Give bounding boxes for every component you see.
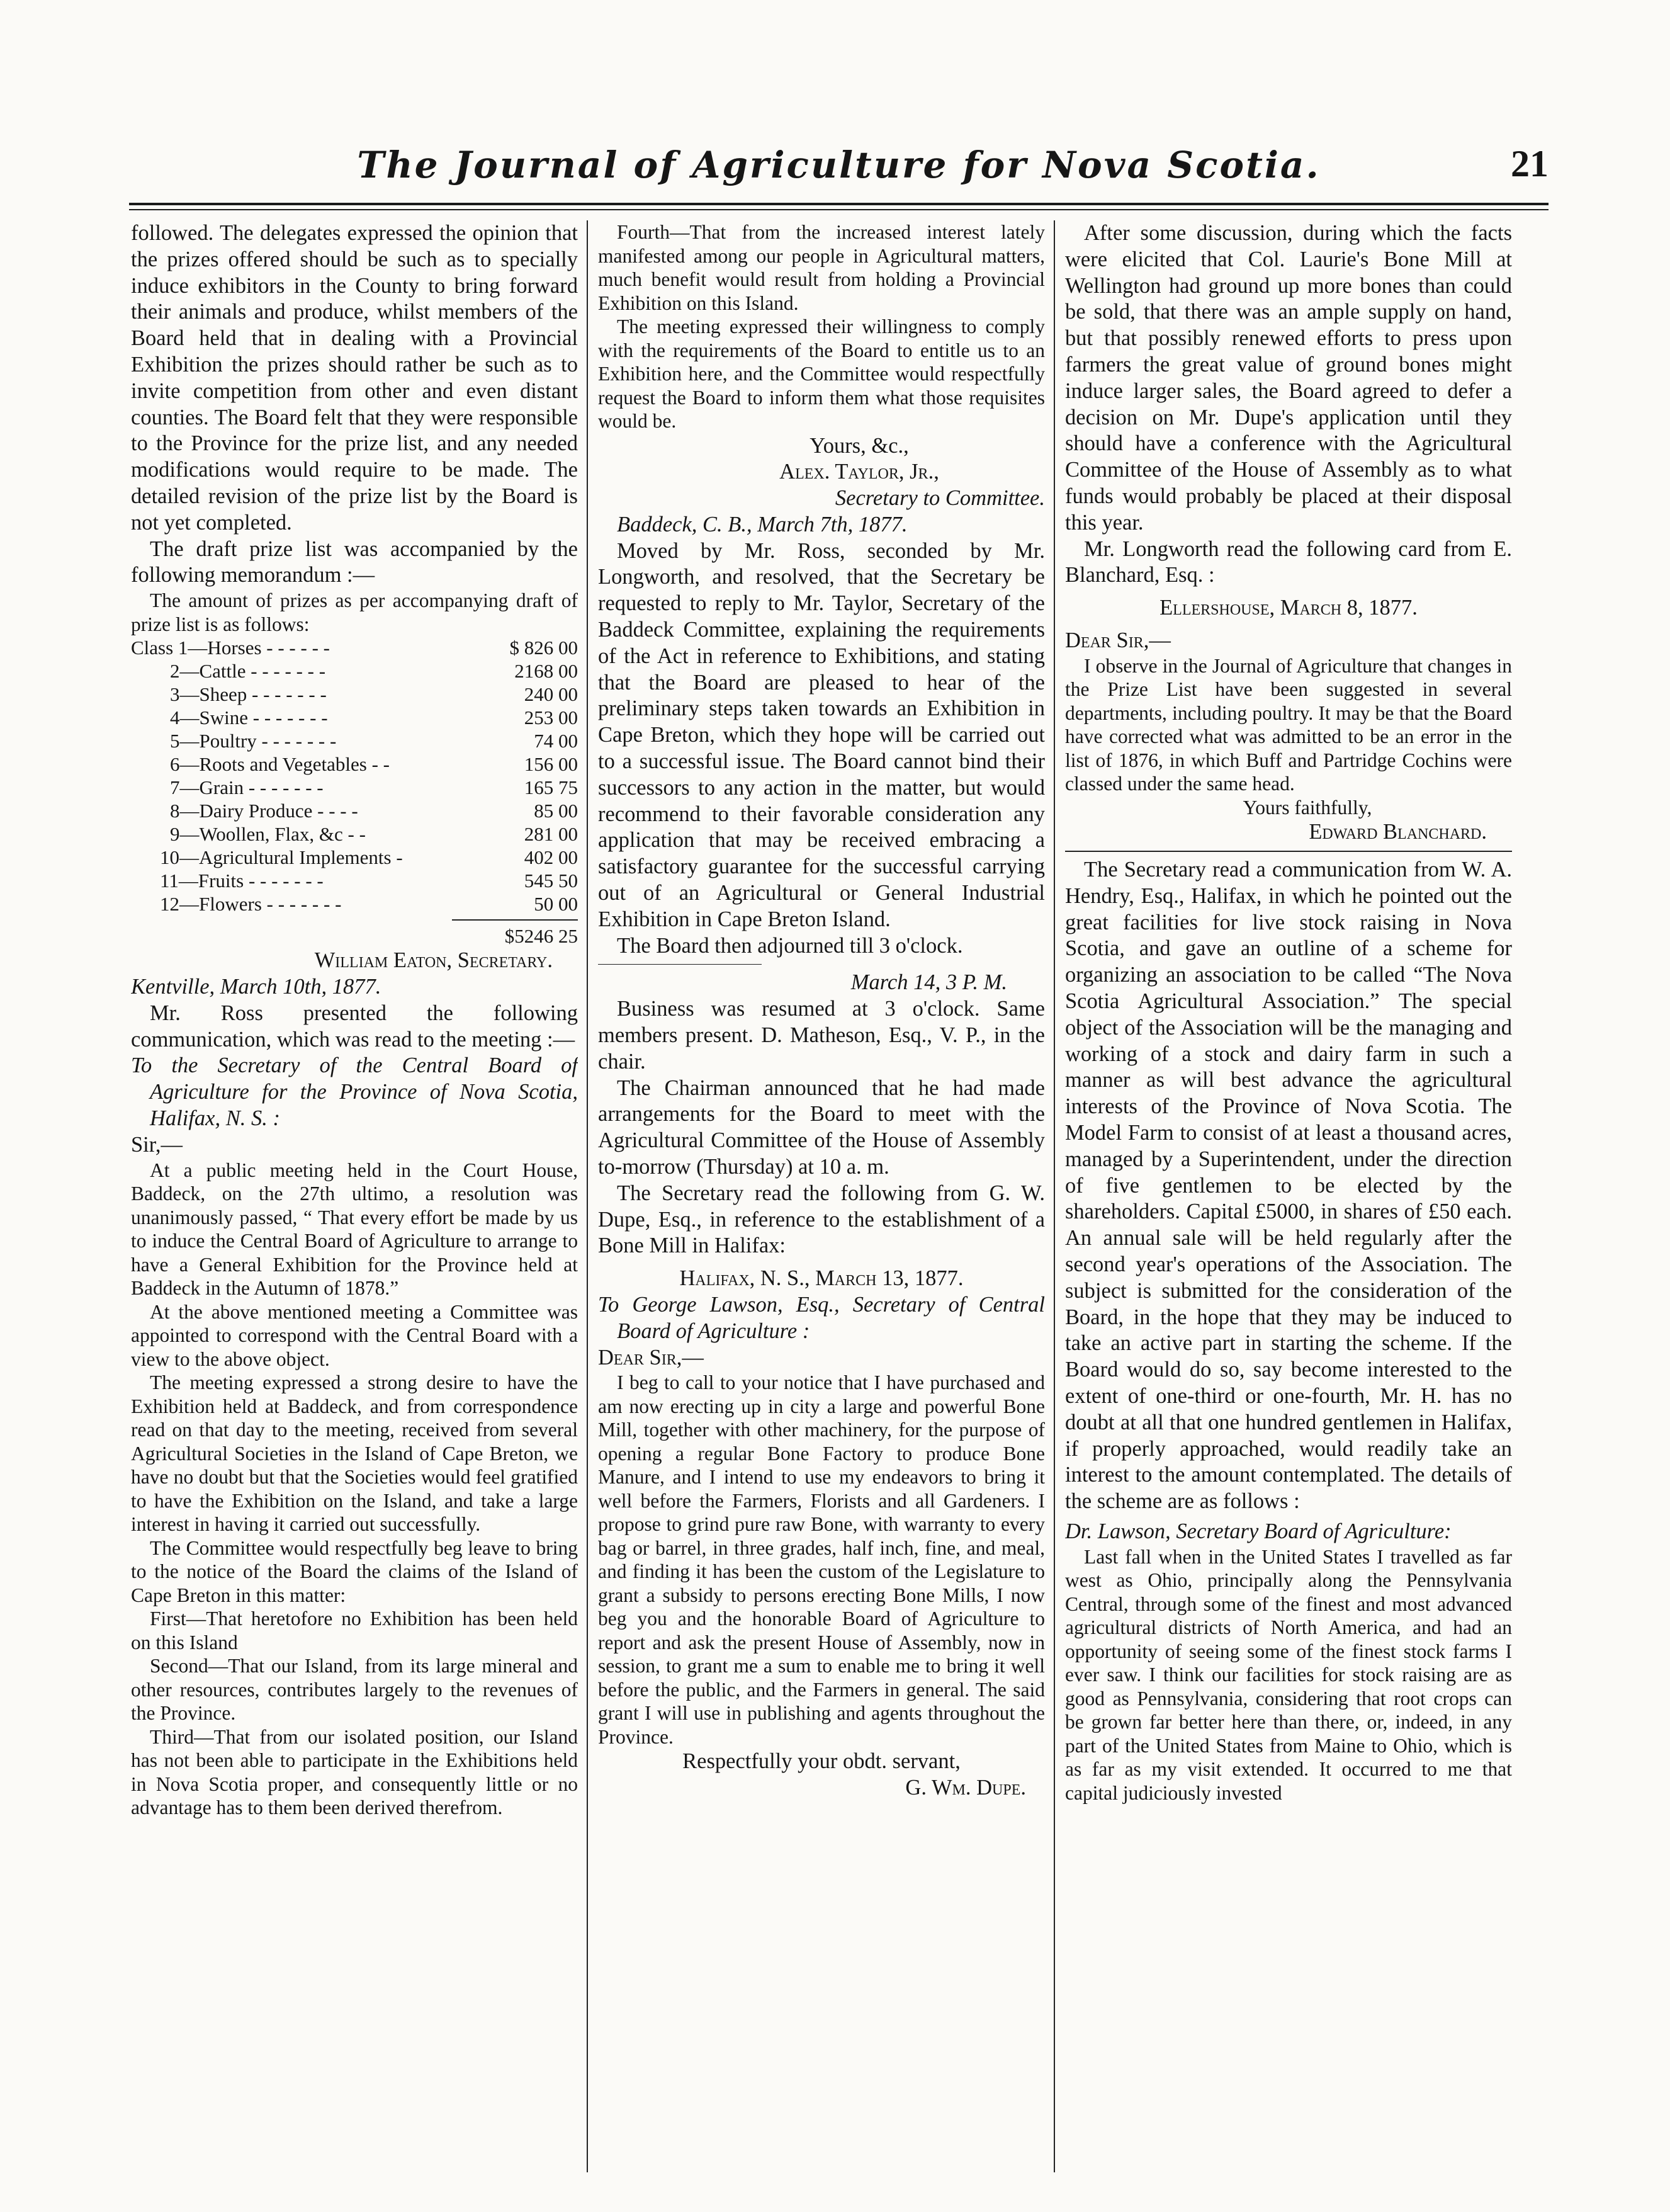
paragraph: At the above mentioned meeting a Committee was appointed to correspond with the Central Board with a view to the above object.: [131, 1300, 578, 1370]
prize-row: 2—Cattle - - - - - - - 2168 00: [170, 660, 578, 683]
paragraph: First—That heretofore no Exhibition has been held on this Island: [131, 1608, 578, 1653]
signature: Alex. Taylor, Jr.,: [779, 460, 939, 484]
paragraph: Moved by Mr. Ross, seconded by Mr. Longworth, and resolved, that the Secretary be requested to reply to Mr. Taylor, Secretary of the Baddeck Committee, explaining the requirements of the Act in reference to Exhibitions, and stating that the Board are pleased to hear of the preliminary steps taken towards an Exhibition in Cape Breton, which they hope will be carried out to a successful issue. The Board cannot bind their successors to any action in the matter, but would recommend to their favorable consideration any application that may be received embracing a satisfactory guarantee for the successful carrying out of an Agricultural or General Industrial Exhibition in Cape Breton Island.: [598, 538, 1045, 931]
letter-address: To the Secretary of the Central Board of Agriculture for the Province of Nova Scotia, Halifax, N. S. :: [131, 1053, 578, 1130]
separator: [598, 964, 762, 965]
total-rule: [452, 919, 578, 921]
paragraph: I observe in the Journal of Agriculture that changes in the Prize List have been suggested in several departments, including poultry. It may be that the Board have corrected what was admitted to be an error in the list of 1876, in which Buff and Partridge Cochins were classed under the same head.: [1065, 654, 1512, 795]
paragraph: I beg to call to your notice that I have purchased and am now erecting up in city a large and powerful Bone Mill, together with other machinery, for the purpose of opening a regular Bone Factory to produce Bone Manure, and I intend to use my endeavors to bring it well before the Farmers, Florists and all Gardeners. I propose to grind pure raw Bone, with warranty to every bag or barrel, in three grades, half inch, fine, and meal, and finding it has been the custom of the Legislature to grant a subsidy to persons erecting Bone Mills, I now beg you and the honorable Board of Agriculture to report and ask the present House of Assembly, now in session, to grant me a sum to enable me to bring it well before the public, and the Farmers in general. The said grant I will use in publishing and agents throughout the Province.: [598, 1371, 1045, 1748]
prize-total: $5246 25: [504, 925, 578, 948]
paragraph: Second—That our Island, from its large mineral and other resources, contributes largely to the revenues of the Province.: [131, 1655, 578, 1725]
letter-address: To George Lawson, Esq., Secretary of Central Board of Agriculture :: [598, 1293, 1045, 1343]
paragraph: Fourth—That from the increased interest lately manifested among our people in Agricultural matters, much benefit would result from holding a Provincial Exhibition on this Island.: [598, 221, 1045, 314]
letter-address: Dr. Lawson, Secretary Board of Agriculture:: [1065, 1519, 1452, 1543]
salutation: Sir,—: [131, 1132, 183, 1157]
prize-row: 6—Roots and Vegetables - - 156 00: [170, 753, 578, 776]
paragraph: After some discussion, during which the facts were elicited that Col. Laurie's Bone Mill at Wellington had ground up more bones than could be sold, that there was an ample supply on hand, but that possibly renewed efforts to press upon farmers the great value of ground bones might induce larger sales, the Board agreed to defer a decision on Mr. Dupe's application until they should have a conference with the Agricultural Committee of the House of Assembly as to what funds would probably be placed at their disposal this year.: [1065, 221, 1512, 535]
dateline: Ellershouse, March 8, 1877.: [1159, 596, 1418, 620]
column-2: [598, 220, 1045, 2185]
prize-row: 3—Sheep - - - - - - - 240 00: [170, 683, 578, 706]
prize-row: 5—Poultry - - - - - - - 74 00: [170, 730, 578, 752]
signature: G. Wm. Dupe.: [905, 1776, 1026, 1800]
column-divider: [587, 220, 588, 2172]
prize-total-row: [131, 924, 578, 948]
dateline: Baddeck, C. B., March 7th, 1877.: [617, 512, 908, 536]
closing: Respectfully your obdt. servant,: [682, 1749, 961, 1774]
separator: [1065, 851, 1512, 852]
prize-row: Class 1—Horses - - - - - - $ 826 00: [131, 637, 578, 659]
column-divider: [1054, 220, 1055, 2172]
paragraph: Mr. Longworth read the following card from E. Blanchard, Esq. :: [1065, 536, 1512, 587]
dateline: Kentville, March 10th, 1877.: [131, 974, 381, 999]
session-date: March 14, 3 P. M.: [850, 970, 1007, 995]
signature-title: Secretary to Committee.: [835, 486, 1045, 511]
paragraph: The meeting expressed their willingness to comply with the requirements of the Board to entitle us to an Exhibition here, and the Committee would respectfully request the Board to inform them what those requisites would be.: [598, 315, 1045, 432]
paragraph: followed. The delegates expressed the opinion that the prizes offered should be such as to specially induce exhibitors in the County to bring forward their animals and produce, whilst members of the Board held that in dealing with a Provincial Exhibition the prizes should rather be such as to invite competition from other and even distant counties. The Board felt that they were responsible to the Province for the prize list, and any needed modifications would require to be made. The detailed revision of the prize list by the Board is not yet completed.: [131, 221, 578, 535]
dateline: Halifax, N. S., March 13, 1877.: [679, 1266, 964, 1291]
signature: Edward Blanchard.: [1309, 820, 1487, 844]
journal-title: The Journal of Agriculture for Nova Scotia.: [357, 144, 1321, 186]
paragraph: The Chairman announced that he had made arrangements for the Board to meet with the Agricultural Committee of the House of Assembly to-morrow (Thursday) at 10 a. m.: [598, 1075, 1045, 1179]
prize-row: 4—Swine - - - - - - - 253 00: [170, 706, 578, 729]
prize-row: 8—Dairy Produce - - - - 85 00: [170, 800, 578, 822]
header-rule: [129, 203, 1549, 205]
prize-row: 11—Fruits - - - - - - - 545 50: [160, 870, 578, 892]
paragraph: The Secretary read the following from G. W. Dupe, Esq., in reference to the establishment of a Bone Mill in Halifax:: [598, 1181, 1045, 1258]
paragraph: The amount of prizes as per accompanying draft of prize list is as follows:: [131, 589, 578, 635]
paragraph: Mr. Ross presented the following communication, which was read to the meeting :—: [131, 1001, 578, 1052]
paragraph: The meeting expressed a strong desire to have the Exhibition held at Baddeck, and from correspondence read on that day to the meeting, received from several Agricultural Societies in the Island of Cape Breton, we have no doubt but that the Societies would feel gratified to have the Exhibition on the Island, and take a large interest in having it carried out successfully.: [131, 1371, 578, 1536]
paragraph: The Board then adjourned till 3 o'clock.: [617, 933, 963, 958]
paragraph: The Secretary read a communication from W. A. Hendry, Esq., Halifax, in which he pointed out the great facilities for live stock raising in Nova Scotia, and gave an outline of a scheme for organizing an association to be called “The Nova Scotia Agricultural Association.” The special object of the Association will be the managing and working of a stock and dairy farm in such a manner as will best advance the agricultural interests of the Province of Nova Scotia. The Model Farm to consist of at least a thousand acres, managed by a Superintendent, under the direction of five gentlemen to be elected by the shareholders. Capital £5000, in shares of £50 each. An annual sale will be held regularly after the second year's operations of the Association. The subject is submitted for the consideration of the Board, in the hope that they may be induced to take an active part in starting the scheme. If the Board would do so, say become interested to the extent of one-third or one-fourth, Mr. H. has no doubt at all that one hundred gentlemen in Halifax, if properly approached, would readily take an interest to the amount contemplated. The details of the scheme are as follows :: [1065, 858, 1512, 1514]
column-3: [1065, 220, 1512, 2185]
header-rule-thin: [129, 209, 1549, 210]
paragraph: The Committee would respectfully beg leave to bring to the notice of the Board the claims of the Island of Cape Breton in this matter:: [131, 1536, 578, 1606]
paragraph: Business was resumed at 3 o'clock. Same members present. D. Matheson, Esq., V. P., in the chair.: [598, 997, 1045, 1074]
paragraph: Third—That from our isolated position, our Island has not been able to participate in the Exhibitions held in Nova Scotia proper, and consequently little or no advantage has to them been derived therefrom.: [131, 1725, 578, 1819]
prize-row: 7—Grain - - - - - - - 165 75: [170, 776, 578, 799]
closing: Yours faithfully,: [1243, 796, 1372, 819]
prize-row: 10—Agricultural Implements - 402 00: [160, 846, 578, 869]
salutation: Dear Sir,—: [1065, 628, 1171, 652]
salutation: Dear Sir,—: [598, 1345, 704, 1370]
signature: William Eaton, Secretary.: [314, 948, 553, 973]
prize-row: 9—Woollen, Flax, &c - - 281 00: [170, 823, 578, 846]
prize-table: [131, 636, 578, 948]
paragraph: Last fall when in the United States I travelled as far west as Ohio, principally along the Pennsylvania Central, through some of the finest and most advanced agricultural districts of North America, and had an opportunity of seeing some of the finest stock farms I ever saw. I think our facilities for stock raising are as good as Pennsylvania, considering that root crops can be grown far better here than there, or, indeed, in any part of the United States from Maine to Ohio, which is as far as my visit extended. It occurred to me that capital judiciously invested: [1065, 1545, 1512, 1804]
closing: Yours, &c.,: [810, 433, 909, 458]
paragraph: At a public meeting held in the Court House, Baddeck, on the 27th ultimo, a resolution was unanimously passed, “ That every effort be made by us to induce the Central Board of Agriculture to arrange to have a General Exhibition for the Province held at Baddeck in the Autumn of 1878.”: [131, 1159, 578, 1300]
column-1: [131, 220, 578, 2185]
page-header: [129, 126, 1549, 201]
page-number: 21: [1511, 143, 1549, 184]
prize-row: 12—Flowers - - - - - - - 50 00: [160, 893, 578, 916]
paragraph: The draft prize list was accompanied by the following memorandum :—: [131, 536, 578, 587]
